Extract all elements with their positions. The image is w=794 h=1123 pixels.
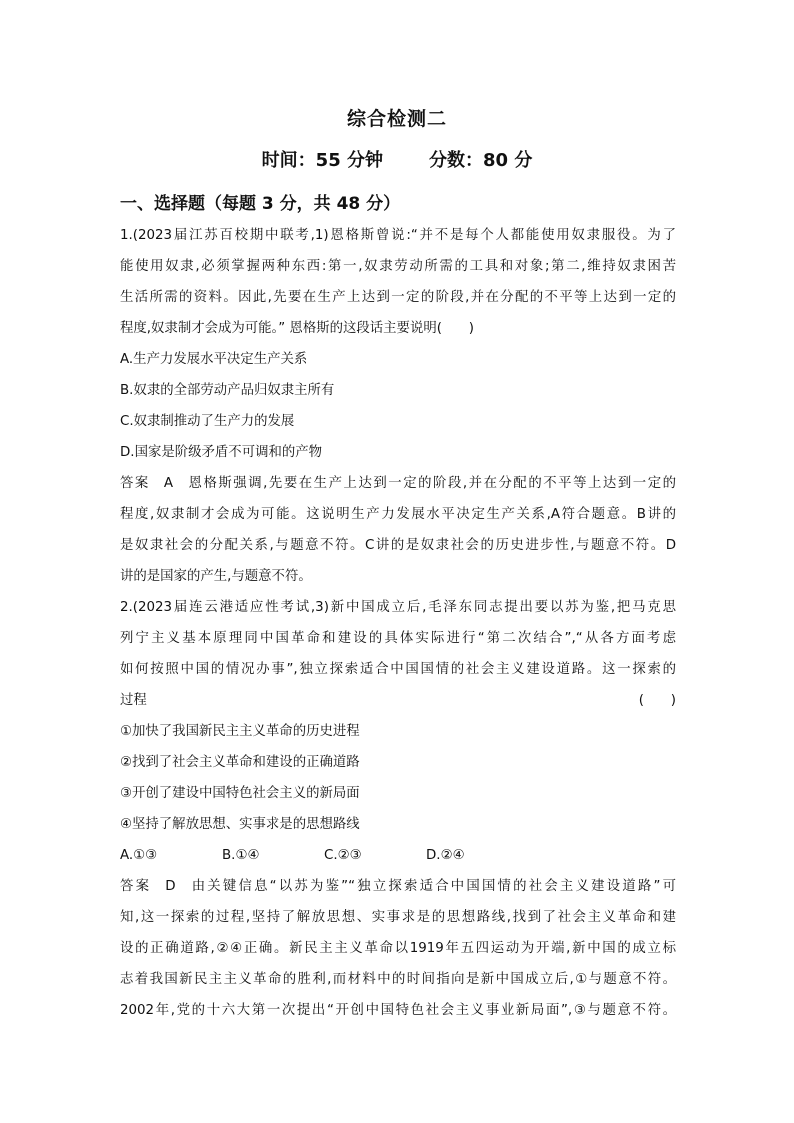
- q1-option-b: B.奴隶的全部劳动产品归奴隶主所有: [120, 383, 335, 398]
- q2-choice-b: B.①④: [222, 848, 260, 863]
- q1-line-3: 生活所需的资料。因此,先要在生产上达到一定的阶段,并在分配的不平等上达到一定的: [120, 290, 676, 305]
- q2-choices: [120, 840, 676, 871]
- q2-choice-c: C.②③: [324, 848, 362, 863]
- q2-answer-letter: D: [165, 879, 176, 894]
- q2-answer-label: 答案: [120, 879, 152, 894]
- q2-line-4: [120, 685, 676, 716]
- q1-option-c: C.奴隶制推动了生产力的发展: [120, 414, 295, 429]
- exam-info: [0, 146, 794, 172]
- page-title: 综合检测二: [346, 108, 447, 130]
- q2-answer-line-3: 设的正确道路,②④正确。新民主主义革命以1919年五四运动为开端,新中国的成立标: [120, 941, 676, 956]
- questions-body: [120, 220, 676, 1026]
- q2-choice-d: D.②④: [426, 848, 465, 863]
- q2-answer-line-2: 知,这一探索的过程,坚持了解放思想、实事求是的思想路线,找到了社会主义革命和建: [120, 910, 676, 925]
- q2-answer-bracket: ( ): [638, 693, 676, 708]
- q1-option-d: D.国家是阶级矛盾不可调和的产物: [120, 445, 323, 460]
- q2-line-3: 如何按照中国的情况办事”,独立探索适合中国国情的社会主义建设道路。这一探索的: [120, 662, 676, 677]
- q2-statement-1: ①加快了我国新民主主义革命的历史进程: [120, 724, 360, 739]
- q2-line-2: 列宁主义基本原理同中国革命和建设的具体实际进行“第二次结合”,“从各方面考虑: [120, 631, 676, 646]
- q2-answer-line-1: [120, 871, 676, 902]
- q1-answer-letter: A: [163, 476, 174, 491]
- q1-answer-line-2: 程度,奴隶制才会成为可能。这说明生产力发展水平决定生产关系,A符合题意。B讲的: [120, 507, 676, 522]
- q1-line-1: 1.(2023届江苏百校期中联考,1)恩格斯曾说:“并不是每个人都能使用奴隶服役。为了: [120, 228, 676, 243]
- q1-line-2: 能使用奴隶,必须掌握两种东西:第一,奴隶劳动所需的工具和对象;第二,维持奴隶困苦: [120, 259, 676, 274]
- q2-answer-line-5: 2002年,党的十六大第一次提出“开创中国特色社会主义事业新局面”,③与题意不符。: [120, 1003, 676, 1018]
- q1-answer-label: 答案: [120, 476, 150, 491]
- q2-answer-text-1: 由关键信息“以苏为鉴”“独立探索适合中国国情的社会主义建设道路”可: [189, 879, 677, 894]
- total-score: 分数：80 分: [429, 150, 533, 171]
- q1-answer-text-1: 恩格斯强调,先要在生产上达到一定的阶段,并在分配的不平等上达到一定的: [187, 476, 677, 491]
- q1-option-a: A.生产力发展水平决定生产关系: [120, 352, 308, 367]
- q2-statement-2: ②找到了社会主义革命和建设的正确道路: [120, 755, 360, 770]
- q1-line-4: 程度,奴隶制才会成为可能。” 恩格斯的这段话主要说明( ): [120, 321, 474, 336]
- q2-choice-a: A.①③: [120, 848, 158, 863]
- q1-answer-line-4: 讲的是国家的产生,与题意不符。: [120, 569, 312, 584]
- q1-answer-line-3: 是奴隶社会的分配关系,与题意不符。C讲的是奴隶社会的历史进步性,与题意不符。D: [120, 538, 676, 553]
- q2-statement-3: ③开创了建设中国特色社会主义的新局面: [120, 786, 360, 801]
- section-heading: 一、选择题（每题 3 分，共 48 分）: [120, 194, 401, 214]
- q2-statement-4: ④坚持了解放思想、实事求是的思想路线: [120, 817, 360, 832]
- q2-answer-line-4: 志着我国新民主主义革命的胜利,而材料中的时间指向是新中国成立后,①与题意不符。: [120, 972, 676, 987]
- q2-last-line: 过程: [120, 693, 147, 708]
- time-limit: 时间：55 分钟: [261, 150, 383, 171]
- q2-line-1: 2.(2023届连云港适应性考试,3)新中国成立后,毛泽东同志提出要以苏为鉴,把马克思: [120, 600, 676, 615]
- q1-answer-line-1: [120, 468, 676, 499]
